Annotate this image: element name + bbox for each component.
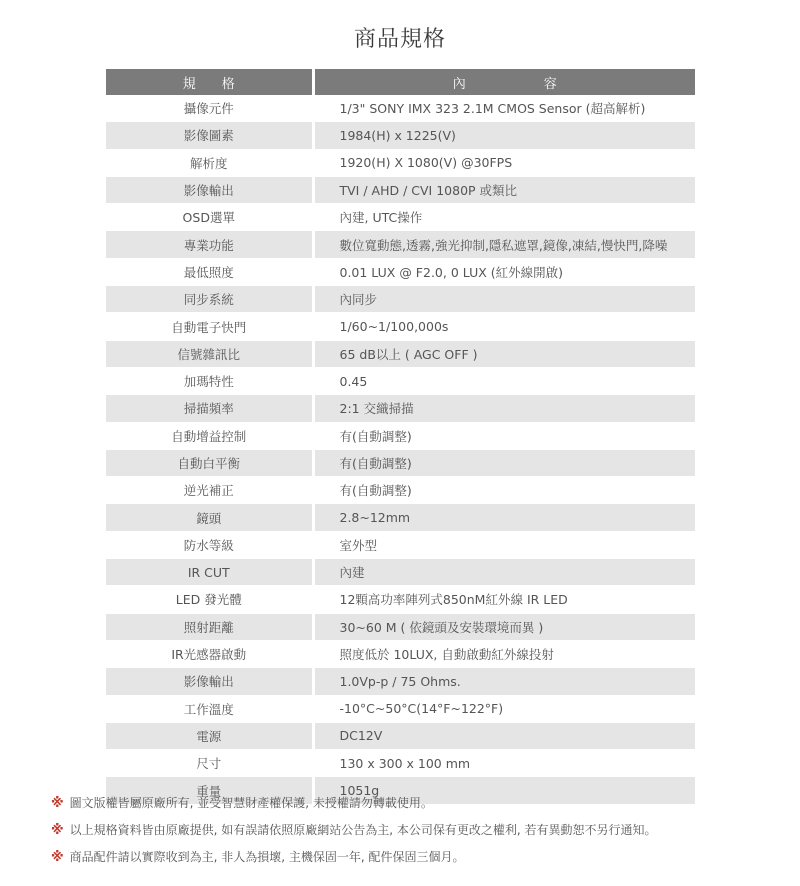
spec-row — [106, 149, 695, 176]
spec-row — [106, 286, 695, 313]
spec-row — [106, 586, 695, 613]
note-item — [51, 847, 791, 874]
spec-label: 掃描頻率 — [106, 395, 313, 422]
spec-label: 自動白平衡 — [106, 449, 313, 476]
spec-row — [106, 122, 695, 149]
spec-label: IR CUT — [106, 559, 313, 586]
spec-value: 30~60 M ( 依鏡頭及安裝環境而異 ) — [313, 613, 695, 640]
spec-table-body — [106, 95, 695, 804]
notes-list — [51, 793, 791, 874]
spec-value: DC12V — [313, 722, 695, 749]
spec-label: 影像輸出 — [106, 176, 313, 203]
spec-row — [106, 204, 695, 231]
spec-label: 加瑪特性 — [106, 367, 313, 394]
spec-label: 專業功能 — [106, 231, 313, 258]
spec-row — [106, 750, 695, 777]
spec-label: 同步系統 — [106, 286, 313, 313]
spec-row — [106, 531, 695, 558]
spec-label: 影像圖素 — [106, 122, 313, 149]
spec-label: 尺寸 — [106, 750, 313, 777]
spec-label: 照射距離 — [106, 613, 313, 640]
spec-value: 數位寬動態,透霧,強光抑制,隱私遮罩,鏡像,凍結,慢快門,降噪 — [313, 231, 695, 258]
note-text: 以上規格資料皆由原廠提供, 如有誤請依照原廠網站公告為主, 本公司保有更改之權利, 若有異動恕不另行通知。 — [69, 823, 657, 837]
spec-label: 工作溫度 — [106, 695, 313, 722]
spec-value: 2:1 交織掃描 — [313, 395, 695, 422]
spec-row — [106, 422, 695, 449]
spec-header-name: 規 格 — [106, 69, 313, 95]
spec-header-content: 內 容 — [313, 69, 695, 95]
spec-value: 內建 — [313, 559, 695, 586]
note-mark-icon: ※ — [51, 796, 64, 811]
spec-row — [106, 367, 695, 394]
spec-value: 內同步 — [313, 286, 695, 313]
spec-value: 1/3" SONY IMX 323 2.1M CMOS Sensor (超高解析) — [313, 95, 695, 122]
spec-value: 室外型 — [313, 531, 695, 558]
spec-label: 電源 — [106, 722, 313, 749]
spec-label: 鏡頭 — [106, 504, 313, 531]
note-text: 商品配件請以實際收到為主, 非人為損壞, 主機保固一年, 配件保固三個月。 — [69, 850, 465, 864]
spec-value: 有(自動調整) — [313, 422, 695, 449]
spec-value: 有(自動調整) — [313, 477, 695, 504]
spec-row — [106, 449, 695, 476]
spec-value: 2.8~12mm — [313, 504, 695, 531]
spec-value: 有(自動調整) — [313, 449, 695, 476]
spec-label: 最低照度 — [106, 258, 313, 285]
spec-value: 1051g — [313, 777, 695, 804]
note-mark-icon: ※ — [51, 850, 64, 865]
spec-label: 信號雜訊比 — [106, 340, 313, 367]
spec-label: 解析度 — [106, 149, 313, 176]
spec-value: 130 x 300 x 100 mm — [313, 750, 695, 777]
spec-row — [106, 504, 695, 531]
spec-row — [106, 340, 695, 367]
spec-row — [106, 613, 695, 640]
spec-row — [106, 695, 695, 722]
spec-label: 防水等級 — [106, 531, 313, 558]
spec-label: 攝像元件 — [106, 95, 313, 122]
spec-value: 照度低於 10LUX, 自動啟動紅外線投射 — [313, 640, 695, 667]
spec-value: 0.01 LUX @ F2.0, 0 LUX (紅外線開啟) — [313, 258, 695, 285]
spec-label: 自動電子快門 — [106, 313, 313, 340]
spec-label: OSD選單 — [106, 204, 313, 231]
spec-label: LED 發光體 — [106, 586, 313, 613]
spec-row — [106, 477, 695, 504]
spec-header-row — [106, 69, 695, 95]
spec-label: 逆光補正 — [106, 477, 313, 504]
note-item — [51, 793, 791, 820]
spec-value: 1.0Vp-p / 75 Ohms. — [313, 668, 695, 695]
spec-table — [106, 69, 695, 805]
spec-label: IR光感器啟動 — [106, 640, 313, 667]
spec-value: 內建, UTC操作 — [313, 204, 695, 231]
spec-value: 65 dB以上 ( AGC OFF ) — [313, 340, 695, 367]
page-title: 商品規格 — [353, 27, 446, 52]
spec-value: 12顆高功率陣列式850nM紅外線 IR LED — [313, 586, 695, 613]
spec-value: 1/60~1/100,000s — [313, 313, 695, 340]
spec-label: 自動增益控制 — [106, 422, 313, 449]
spec-row — [106, 559, 695, 586]
spec-row — [106, 668, 695, 695]
spec-value: -10°C~50°C(14°F~122°F) — [313, 695, 695, 722]
spec-row — [106, 313, 695, 340]
spec-value: TVI / AHD / CVI 1080P 或類比 — [313, 176, 695, 203]
spec-row — [106, 176, 695, 203]
note-text: 圖文版權皆屬原廠所有, 並受智慧財產權保護, 未授權請勿轉載使用。 — [69, 796, 433, 810]
spec-label: 重量 — [106, 777, 313, 804]
spec-row — [106, 640, 695, 667]
spec-value: 1984(H) x 1225(V) — [313, 122, 695, 149]
spec-label: 影像輸出 — [106, 668, 313, 695]
note-item — [51, 820, 791, 847]
spec-row — [106, 95, 695, 122]
spec-row — [106, 722, 695, 749]
spec-row — [106, 258, 695, 285]
spec-value: 1920(H) X 1080(V) @30FPS — [313, 149, 695, 176]
spec-row — [106, 395, 695, 422]
note-mark-icon: ※ — [51, 823, 64, 838]
spec-row — [106, 231, 695, 258]
spec-value: 0.45 — [313, 367, 695, 394]
